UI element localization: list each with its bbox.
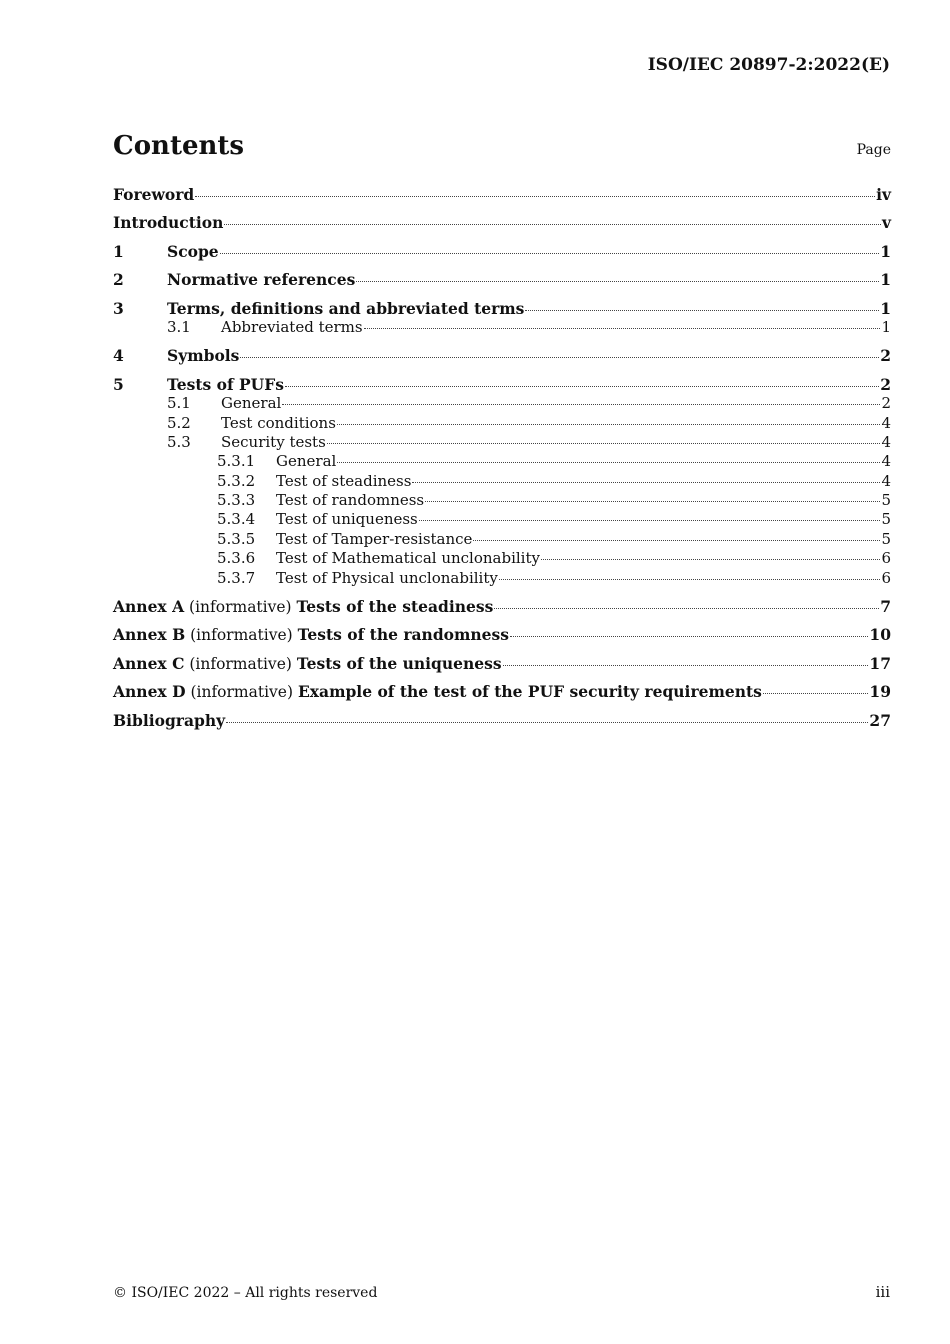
toc-entry[interactable]: [113, 549, 891, 568]
toc-entry-page: 7: [880, 597, 891, 617]
annex-label: Annex A: [113, 597, 185, 617]
toc-entry-title-text: Test of steadiness: [276, 471, 412, 490]
toc-entry-page: 4: [881, 452, 891, 471]
toc-entry-title: [167, 242, 219, 262]
toc-entry-number: 2: [113, 270, 124, 290]
dot-leader: [499, 579, 881, 580]
toc-entry-number: 5.3.3: [217, 491, 256, 510]
toc-entry-title-text: Test of Tamper-resistance: [276, 529, 473, 548]
toc-entry-page: 1: [880, 241, 891, 261]
toc-entry-title: [113, 213, 223, 233]
dot-leader: [226, 722, 868, 723]
toc-entry[interactable]: [113, 452, 891, 471]
toc-entry-number: 3.1: [167, 317, 191, 336]
toc-entry-page: 1: [880, 298, 891, 318]
toc-entry-title-text: Test of Mathematical unclonability: [276, 549, 540, 568]
toc-entry-title: [276, 569, 498, 588]
toc-entry-page: 5: [881, 529, 891, 548]
toc-entry-title: [167, 346, 239, 366]
toc-entry[interactable]: [113, 242, 891, 261]
toc-entry-number: 5.3.2: [217, 471, 256, 490]
toc-entry-page: 4: [881, 471, 891, 490]
toc-entry[interactable]: [113, 318, 891, 337]
dot-leader: [327, 443, 881, 444]
toc-entry-title: [113, 185, 194, 205]
toc-entry-number: 5.3.1: [217, 452, 256, 471]
toc-entry-page: iv: [876, 185, 891, 204]
toc-entry-title-text: Bibliography: [113, 710, 226, 730]
toc-entry-number: 5.3: [167, 432, 191, 451]
toc-entry-page: 10: [869, 625, 891, 645]
toc-entry-page: 2: [880, 346, 891, 366]
copyright-notice: © ISO/IEC 2022 – All rights reserved: [113, 1285, 378, 1301]
toc-entry[interactable]: [113, 299, 891, 318]
toc-entry-number: 5.3.6: [217, 549, 256, 568]
dot-leader: [195, 196, 875, 197]
toc-entry-number: 1: [113, 241, 124, 261]
dot-leader: [220, 253, 880, 254]
annex-kind: (informative): [190, 683, 294, 702]
toc-entry-title-text: Test conditions: [221, 413, 336, 432]
toc-entry-page: 6: [881, 549, 891, 568]
dot-leader: [282, 404, 880, 405]
toc-entry-title-text: Abbreviated terms: [221, 317, 363, 336]
toc-entry-title-text: Tests of PUFs: [167, 374, 284, 394]
document-id: ISO/IEC 20897-2:2022(E): [647, 55, 890, 75]
annex-label: Annex D: [113, 682, 186, 702]
toc-entry-title: [113, 597, 493, 617]
toc-entry-title-text: Foreword: [113, 185, 195, 204]
dot-leader: [763, 693, 869, 694]
dot-leader: [240, 357, 879, 358]
dot-leader: [510, 636, 868, 637]
toc-entry-page: 6: [881, 568, 891, 587]
annex-kind: (informative): [189, 598, 292, 617]
dot-leader: [503, 665, 869, 666]
dot-leader: [285, 386, 879, 387]
toc-entry-title-text: General: [276, 452, 337, 471]
toc-entry-title-text: Test of randomness: [276, 491, 425, 510]
toc-entry-title: [276, 549, 540, 568]
toc-entry-number: 5: [113, 374, 124, 394]
toc-entry-title-text: Security tests: [221, 432, 326, 451]
toc-entry-page: 2: [881, 394, 891, 413]
toc-entry-number: 4: [113, 346, 124, 366]
dot-leader: [224, 224, 881, 225]
toc-entry[interactable]: [113, 270, 891, 289]
toc-entry-page: 27: [869, 710, 891, 730]
annex-title: Example of the test of the PUF security requirements: [297, 682, 762, 702]
toc-entry-number: 5.3.4: [217, 510, 256, 529]
page-column-label: Page: [856, 142, 891, 158]
toc-entry-page: 4: [881, 413, 891, 432]
toc-entry-page: 1: [881, 317, 891, 336]
annex-kind: (informative): [190, 626, 293, 645]
toc-entry-title: [276, 491, 424, 510]
dot-leader: [337, 462, 880, 463]
toc-entry-title: [167, 375, 284, 395]
toc-entry-title: [113, 654, 502, 674]
toc-entry[interactable]: [113, 530, 891, 549]
toc-entry[interactable]: [113, 375, 891, 394]
annex-title: Tests of the uniqueness: [296, 653, 502, 673]
dot-leader: [412, 482, 880, 483]
annex-title: Tests of the randomness: [297, 625, 509, 645]
toc-entry[interactable]: [113, 510, 891, 529]
toc-entry[interactable]: [113, 491, 891, 510]
dot-leader: [337, 424, 881, 425]
annex-kind: (informative): [189, 654, 292, 673]
toc-entry[interactable]: [113, 394, 891, 413]
toc-entry-title: [113, 682, 762, 702]
toc-entry-title: [276, 452, 336, 471]
toc-entry-title: [113, 711, 225, 731]
table-of-contents: [113, 185, 891, 730]
toc-entry-page: v: [881, 213, 891, 233]
toc-entry-title: [221, 433, 326, 452]
toc-entry-page: 1: [880, 270, 891, 290]
toc-entry-title: [276, 510, 418, 529]
toc-entry-title: [167, 270, 355, 290]
dot-leader: [364, 328, 881, 329]
toc-entry-page: 19: [869, 682, 891, 702]
dot-leader: [494, 608, 879, 609]
toc-entry[interactable]: [113, 597, 891, 616]
toc-entry[interactable]: [113, 346, 891, 365]
toc-entry-page: 5: [881, 510, 891, 529]
dot-leader: [425, 501, 880, 502]
toc-entry[interactable]: [113, 569, 891, 588]
annex-label: Annex C: [113, 653, 185, 673]
toc-entry-title-text: Normative references: [167, 270, 356, 290]
toc-entry-number: 5.2: [167, 413, 191, 432]
toc-entry-number: 5.3.5: [217, 529, 256, 548]
toc-entry-title: [167, 299, 524, 319]
toc-entry-title-text: Test of uniqueness: [276, 510, 418, 529]
toc-entry-title-text: Test of Physical unclonability: [276, 568, 498, 587]
dot-leader: [473, 540, 880, 541]
toc-entry[interactable]: [113, 472, 891, 491]
contents-title: Contents: [113, 131, 245, 161]
toc-entry-title-text: Terms, definitions and abbreviated terms: [167, 298, 525, 318]
toc-entry[interactable]: [113, 625, 891, 644]
toc-entry-page: 17: [869, 653, 891, 673]
toc-entry[interactable]: [113, 185, 891, 204]
toc-entry[interactable]: [113, 711, 891, 730]
toc-entry-title-text: Symbols: [167, 346, 240, 366]
toc-entry-page: 5: [881, 491, 891, 510]
toc-entry-title: [276, 530, 472, 549]
toc-entry-title-text: Introduction: [113, 213, 224, 233]
annex-label: Annex B: [113, 625, 186, 645]
toc-entry-title-text: General: [221, 394, 282, 413]
toc-entry-title: [221, 414, 336, 433]
toc-entry[interactable]: [113, 433, 891, 452]
dot-leader: [525, 310, 879, 311]
toc-entry-page: 2: [880, 374, 891, 394]
page-number: iii: [875, 1283, 890, 1301]
toc-entry-page: 4: [881, 432, 891, 451]
toc-entry[interactable]: [113, 213, 891, 232]
toc-entry-title: [221, 394, 281, 413]
dot-leader: [541, 559, 880, 560]
toc-entry[interactable]: [113, 414, 891, 433]
toc-entry-title: [113, 625, 509, 645]
toc-entry-title-text: Scope: [167, 241, 219, 261]
toc-entry-title: [276, 472, 411, 491]
dot-leader: [356, 281, 879, 282]
toc-entry[interactable]: [113, 682, 891, 701]
dot-leader: [419, 520, 881, 521]
toc-entry-title: [221, 318, 363, 337]
toc-entry-number: 5.3.7: [217, 568, 256, 587]
toc-entry[interactable]: [113, 654, 891, 673]
toc-entry-number: 5.1: [167, 394, 191, 413]
annex-title: Tests of the steadiness: [296, 597, 494, 617]
toc-entry-number: 3: [113, 298, 124, 318]
